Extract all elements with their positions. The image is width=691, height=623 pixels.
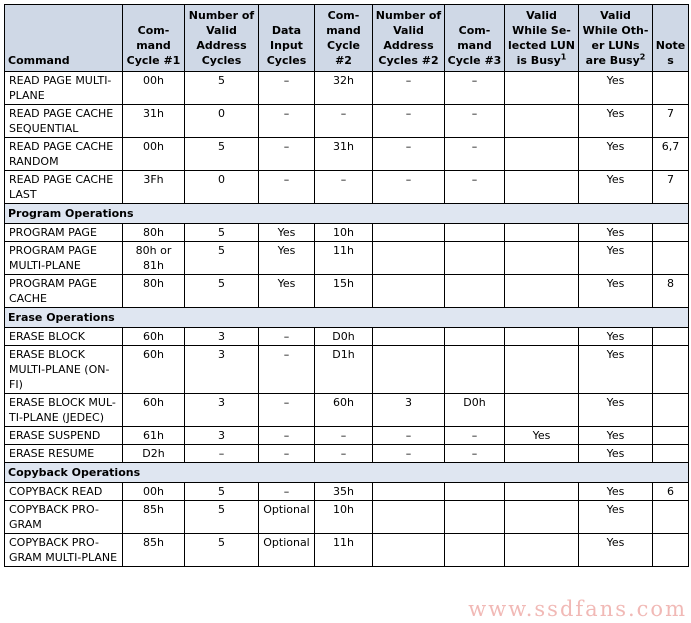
section-row	[5, 463, 689, 483]
section-row	[5, 204, 689, 224]
table-row	[5, 501, 689, 534]
cell-valid-selected	[505, 445, 579, 463]
cell-valid-selected	[505, 138, 579, 171]
cell-cmd3	[445, 346, 505, 394]
table-row	[5, 171, 689, 204]
table-row	[5, 105, 689, 138]
cell-cmd2: 15h	[315, 275, 373, 308]
cell-command: READ PAGE CACHE LAST	[5, 171, 123, 204]
cell-cmd2: 32h	[315, 72, 373, 105]
cell-addr1: 5	[185, 501, 259, 534]
cell-cmd3: –	[445, 72, 505, 105]
table-row	[5, 275, 689, 308]
header-row	[5, 5, 689, 72]
header-valid-other	[579, 5, 653, 72]
cell-cmd2: D1h	[315, 346, 373, 394]
table-row	[5, 483, 689, 501]
header-cmd2: Com-mand Cycle #2	[315, 5, 373, 72]
cell-data-input: –	[259, 483, 315, 501]
cell-notes: 6,7	[653, 138, 689, 171]
cell-cmd3	[445, 328, 505, 346]
cell-valid-other: Yes	[579, 171, 653, 204]
cell-notes	[653, 328, 689, 346]
cell-cmd1: 00h	[123, 138, 185, 171]
table-row	[5, 328, 689, 346]
cell-notes: 8	[653, 275, 689, 308]
cell-addr2	[373, 275, 445, 308]
cell-valid-selected	[505, 328, 579, 346]
cell-cmd3	[445, 534, 505, 567]
table-row	[5, 138, 689, 171]
cell-cmd3: –	[445, 138, 505, 171]
cell-valid-other: Yes	[579, 394, 653, 427]
cell-valid-selected	[505, 483, 579, 501]
cell-valid-other: Yes	[579, 346, 653, 394]
header-data-input: Data Input Cycles	[259, 5, 315, 72]
cell-addr2	[373, 328, 445, 346]
cell-cmd1: 60h	[123, 394, 185, 427]
cell-valid-other: Yes	[579, 534, 653, 567]
cell-addr1: 5	[185, 242, 259, 275]
cell-notes	[653, 534, 689, 567]
cell-addr1: 3	[185, 427, 259, 445]
cell-valid-other: Yes	[579, 501, 653, 534]
cell-command: READ PAGE MULTI-PLANE	[5, 72, 123, 105]
cell-cmd3: –	[445, 171, 505, 204]
cell-addr2: –	[373, 72, 445, 105]
cell-notes: 6	[653, 483, 689, 501]
section-title: Program Operations	[5, 204, 689, 224]
cell-command: ERASE SUSPEND	[5, 427, 123, 445]
cell-notes: 7	[653, 171, 689, 204]
cell-addr1: 0	[185, 105, 259, 138]
cell-cmd3: –	[445, 105, 505, 138]
cell-data-input: –	[259, 171, 315, 204]
table-row	[5, 224, 689, 242]
cell-cmd2: 10h	[315, 501, 373, 534]
cell-cmd2: –	[315, 105, 373, 138]
cell-data-input: –	[259, 105, 315, 138]
cell-addr1: 5	[185, 138, 259, 171]
cell-valid-selected	[505, 242, 579, 275]
table-row	[5, 346, 689, 394]
cell-data-input: Yes	[259, 242, 315, 275]
cell-addr1: 5	[185, 224, 259, 242]
nand-command-table	[4, 4, 689, 567]
section-title: Copyback Operations	[5, 463, 689, 483]
section-row	[5, 308, 689, 328]
cell-cmd3	[445, 242, 505, 275]
cell-addr2	[373, 483, 445, 501]
watermark: www.ssdfans.com	[468, 597, 687, 621]
cell-valid-selected	[505, 224, 579, 242]
cell-command: ERASE BLOCK MULTI-PLANE (ON-FI)	[5, 346, 123, 394]
cell-valid-selected	[505, 534, 579, 567]
cell-addr2	[373, 534, 445, 567]
cell-addr2: –	[373, 445, 445, 463]
cell-cmd1: 60h	[123, 328, 185, 346]
cell-cmd2: 11h	[315, 534, 373, 567]
cell-data-input: –	[259, 427, 315, 445]
cell-cmd1: 80h or 81h	[123, 242, 185, 275]
cell-addr1: 3	[185, 328, 259, 346]
cell-addr2	[373, 346, 445, 394]
cell-valid-other: Yes	[579, 427, 653, 445]
cell-addr2	[373, 224, 445, 242]
cell-data-input: Optional	[259, 534, 315, 567]
table-row	[5, 427, 689, 445]
cell-valid-selected	[505, 346, 579, 394]
cell-data-input: –	[259, 72, 315, 105]
header-cmd3: Com-mand Cycle #3	[445, 5, 505, 72]
cell-valid-other: Yes	[579, 138, 653, 171]
cell-cmd2: 11h	[315, 242, 373, 275]
header-valid-selected-text: Valid While Se-lected LUN is Busy	[508, 9, 575, 67]
cell-addr2: –	[373, 138, 445, 171]
cell-command: COPYBACK PRO-GRAM	[5, 501, 123, 534]
cell-valid-other: Yes	[579, 242, 653, 275]
cell-command: PROGRAM PAGE CACHE	[5, 275, 123, 308]
header-valid-selected	[505, 5, 579, 72]
cell-cmd1: 85h	[123, 534, 185, 567]
cell-addr1: 5	[185, 72, 259, 105]
cell-cmd2: –	[315, 427, 373, 445]
cell-addr1: 3	[185, 346, 259, 394]
cell-command: ERASE RESUME	[5, 445, 123, 463]
cell-addr2: 3	[373, 394, 445, 427]
cell-valid-selected	[505, 105, 579, 138]
cell-cmd1: 80h	[123, 224, 185, 242]
table-row	[5, 72, 689, 105]
footnote-2-ref: 2	[639, 52, 646, 62]
cell-data-input: –	[259, 394, 315, 427]
table-row	[5, 534, 689, 567]
header-addr1: Number of Valid Address Cycles	[185, 5, 259, 72]
table-row	[5, 394, 689, 427]
cell-addr1: 5	[185, 534, 259, 567]
cell-cmd1: 3Fh	[123, 171, 185, 204]
cell-command: PROGRAM PAGE MULTI-PLANE	[5, 242, 123, 275]
cell-notes	[653, 224, 689, 242]
cell-cmd3	[445, 275, 505, 308]
cell-addr2	[373, 242, 445, 275]
header-valid-other-text: Valid While Oth-er LUNs are Busy	[582, 9, 649, 67]
cell-addr2: –	[373, 105, 445, 138]
cell-cmd2: –	[315, 171, 373, 204]
cell-command: COPYBACK READ	[5, 483, 123, 501]
section-title: Erase Operations	[5, 308, 689, 328]
cell-cmd2: 35h	[315, 483, 373, 501]
cell-cmd3	[445, 224, 505, 242]
table-row	[5, 445, 689, 463]
cell-cmd1: 80h	[123, 275, 185, 308]
cell-addr1: 5	[185, 483, 259, 501]
cell-valid-selected: Yes	[505, 427, 579, 445]
header-notes: Note s	[653, 5, 689, 72]
table-row	[5, 242, 689, 275]
cell-valid-selected	[505, 275, 579, 308]
cell-data-input: –	[259, 138, 315, 171]
cell-addr2	[373, 501, 445, 534]
cell-command: ERASE BLOCK	[5, 328, 123, 346]
cell-cmd1: 85h	[123, 501, 185, 534]
footnote-1-ref: 1	[560, 52, 567, 62]
cell-cmd1: 31h	[123, 105, 185, 138]
cell-data-input: –	[259, 445, 315, 463]
cell-notes	[653, 427, 689, 445]
cell-valid-other: Yes	[579, 72, 653, 105]
cell-data-input: Yes	[259, 275, 315, 308]
cell-cmd1: D2h	[123, 445, 185, 463]
cell-valid-selected	[505, 501, 579, 534]
header-addr2: Number of Valid Address Cycles #2	[373, 5, 445, 72]
cell-valid-other: Yes	[579, 483, 653, 501]
cell-cmd1: 00h	[123, 483, 185, 501]
header-cmd1: Com-mand Cycle #1	[123, 5, 185, 72]
cell-cmd3	[445, 483, 505, 501]
cell-command: READ PAGE CACHE RANDOM	[5, 138, 123, 171]
cell-cmd3: –	[445, 445, 505, 463]
cell-cmd1: 60h	[123, 346, 185, 394]
cell-command: COPYBACK PRO-GRAM MULTI-PLANE	[5, 534, 123, 567]
cell-valid-selected	[505, 171, 579, 204]
cell-valid-other: Yes	[579, 445, 653, 463]
cell-addr2: –	[373, 427, 445, 445]
cell-notes	[653, 72, 689, 105]
cell-cmd3	[445, 501, 505, 534]
cell-addr1: –	[185, 445, 259, 463]
cell-cmd2: –	[315, 445, 373, 463]
table-body	[5, 72, 689, 567]
cell-addr1: 5	[185, 275, 259, 308]
cell-data-input: Yes	[259, 224, 315, 242]
cell-data-input: –	[259, 346, 315, 394]
cell-addr1: 0	[185, 171, 259, 204]
cell-data-input: –	[259, 328, 315, 346]
cell-addr2: –	[373, 171, 445, 204]
cell-notes	[653, 346, 689, 394]
cell-notes	[653, 242, 689, 275]
cell-valid-other: Yes	[579, 328, 653, 346]
cell-valid-selected	[505, 72, 579, 105]
cell-data-input: Optional	[259, 501, 315, 534]
cell-notes	[653, 445, 689, 463]
cell-cmd1: 61h	[123, 427, 185, 445]
cell-cmd1: 00h	[123, 72, 185, 105]
cell-valid-other: Yes	[579, 275, 653, 308]
cell-valid-selected	[505, 394, 579, 427]
cell-notes: 7	[653, 105, 689, 138]
cell-cmd2: 31h	[315, 138, 373, 171]
cell-cmd3: –	[445, 427, 505, 445]
cell-notes	[653, 501, 689, 534]
cell-cmd3: D0h	[445, 394, 505, 427]
cell-valid-other: Yes	[579, 224, 653, 242]
header-command: Command	[5, 5, 123, 72]
cell-command: READ PAGE CACHE SEQUENTIAL	[5, 105, 123, 138]
cell-addr1: 3	[185, 394, 259, 427]
cell-valid-other: Yes	[579, 105, 653, 138]
cell-command: ERASE BLOCK MUL-TI-PLANE (JEDEC)	[5, 394, 123, 427]
cell-notes	[653, 394, 689, 427]
cell-command: PROGRAM PAGE	[5, 224, 123, 242]
cell-cmd2: D0h	[315, 328, 373, 346]
cell-cmd2: 60h	[315, 394, 373, 427]
cell-cmd2: 10h	[315, 224, 373, 242]
